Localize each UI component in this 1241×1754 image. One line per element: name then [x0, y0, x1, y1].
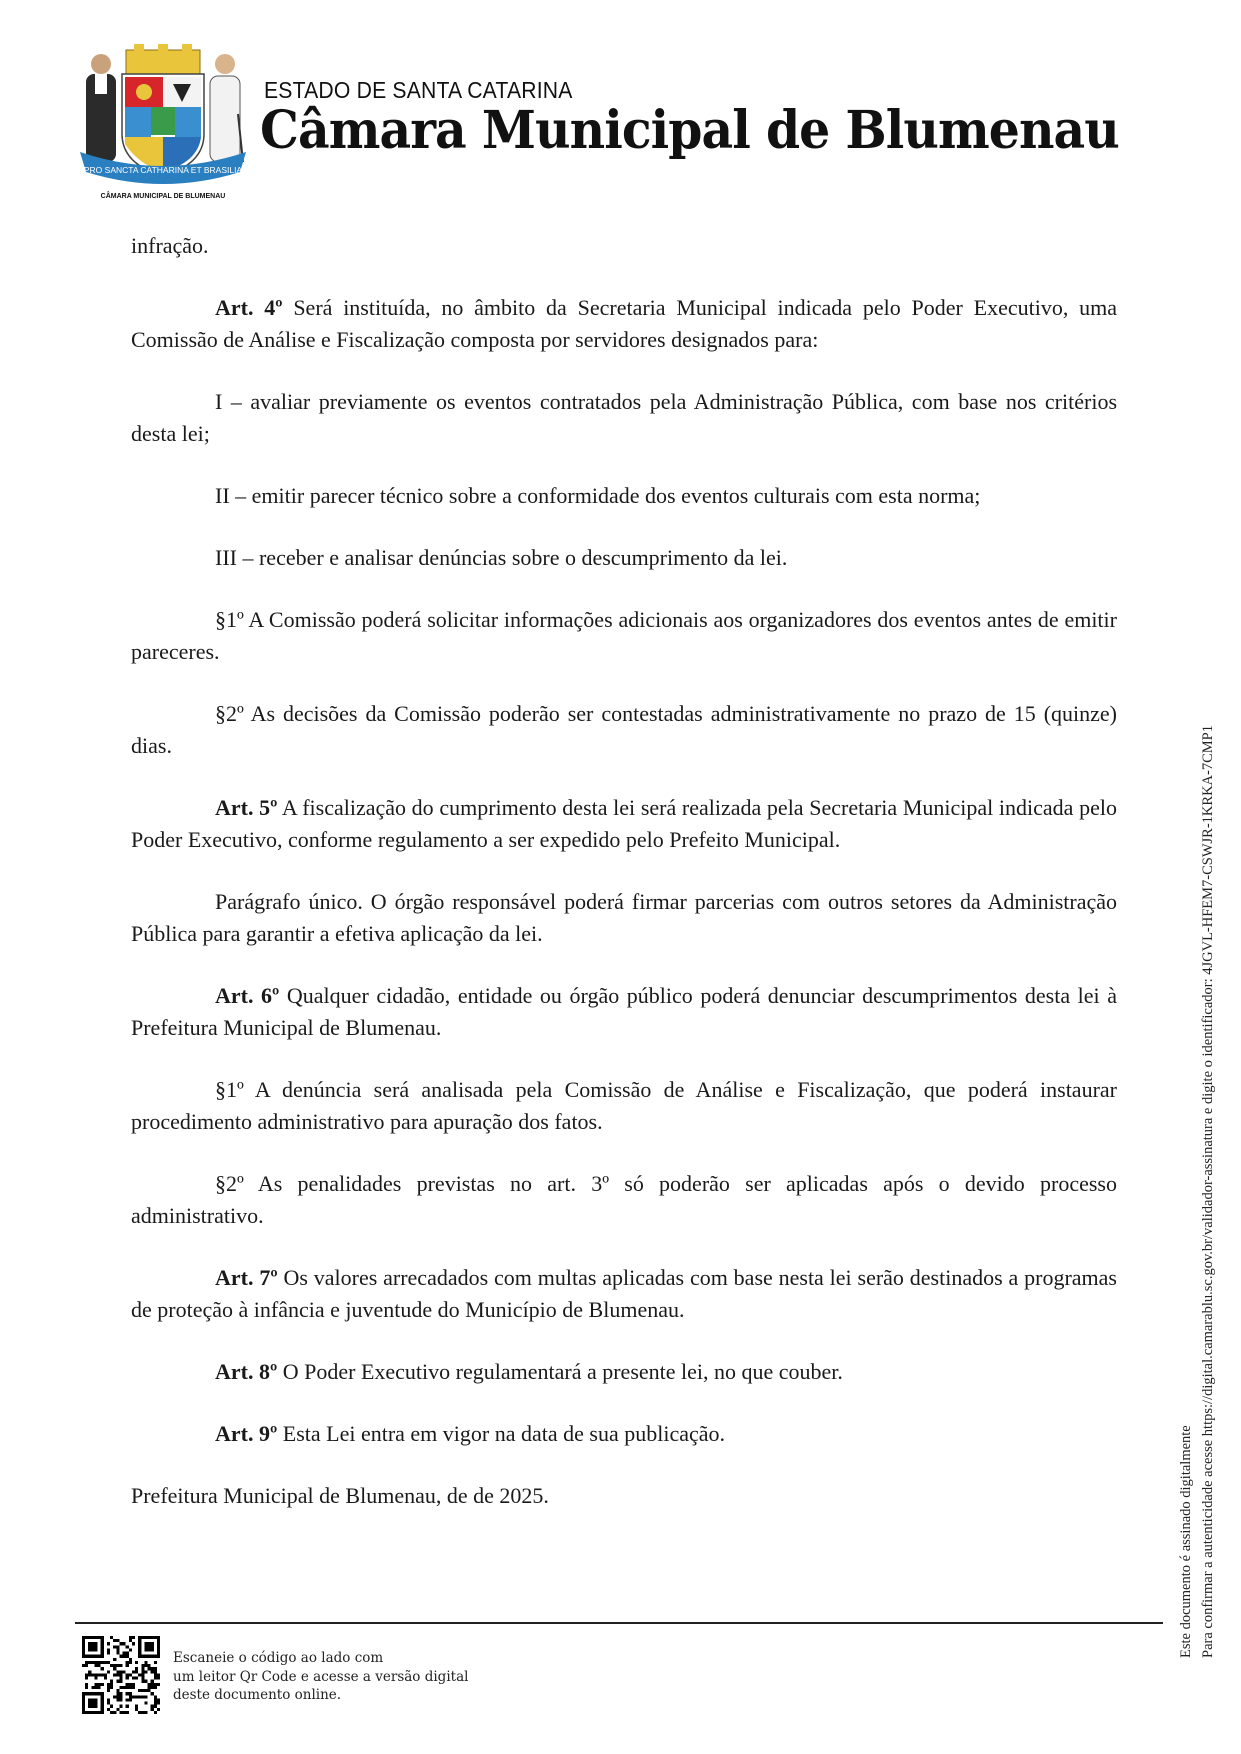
paragraph-text: Parágrafo único. O órgão responsável poderá firmar parcerias com outros setores da Administração Pública para garantir a efetiva aplicação da lei. — [131, 889, 1117, 946]
paragraph-text: III – receber e analisar denúncias sobre o descumprimento da lei. — [215, 545, 788, 570]
document-paragraph — [131, 230, 1117, 262]
qr-code-icon — [82, 1636, 160, 1714]
footer-divider — [75, 1622, 1163, 1624]
svg-text:CÂMARA MUNICIPAL DE BLUMENAU: CÂMARA MUNICIPAL DE BLUMENAU — [100, 193, 226, 200]
article-label: Art. 4º — [215, 295, 283, 320]
digital-signature-note — [1175, 725, 1219, 1658]
chamber-title: Câmara Municipal de Blumenau — [260, 100, 1119, 161]
signature-validation-line[interactable]: Para confirmar a autenticidade acesse https://digital.camarablu.sc.gov.br/validador-assinatura e digite o identificador: 4JGVL-HFEM7-CSWJR-1KRKA-7CMP1 — [1200, 725, 1216, 1658]
article-label: Art. 7º — [215, 1265, 278, 1290]
document-paragraph — [131, 1480, 1117, 1512]
article-paragraph — [131, 292, 1117, 356]
paragraph-text: §2º As penalidades previstas no art. 3º só poderão ser aplicadas após o devido processo administrativo. — [131, 1171, 1117, 1228]
paragraph-text: infração. — [131, 233, 209, 258]
qr-instructions-line: um leitor Qr Code e acesse a versão digital — [173, 1668, 469, 1685]
paragraph-text: O Poder Executivo regulamentará a presente lei, no que couber. — [277, 1359, 843, 1384]
paragraph-text: Será instituída, no âmbito da Secretaria Municipal indicada pelo Poder Executivo, uma Comissão de Análise e Fiscalização composta por servidores designados para: — [131, 295, 1117, 352]
document-paragraph — [131, 1168, 1117, 1232]
document-body — [131, 230, 1117, 1542]
qr-instructions-line: Escaneie o código ao lado com — [173, 1650, 384, 1666]
article-label: Art. 8º — [215, 1359, 278, 1384]
article-paragraph — [131, 980, 1117, 1044]
qr-instructions-line: deste documento online. — [173, 1687, 342, 1703]
document-paragraph — [131, 480, 1117, 512]
article-paragraph — [131, 792, 1117, 856]
paragraph-text: §1º A denúncia será analisada pela Comissão de Análise e Fiscalização, que poderá instaurar procedimento administrativo para apuração dos fatos. — [131, 1077, 1117, 1134]
paragraph-text: Esta Lei entra em vigor na data de sua publicação. — [277, 1421, 726, 1446]
paragraph-text: Qualquer cidadão, entidade ou órgão público poderá denunciar descumprimentos desta lei à Prefeitura Municipal de Blumenau. — [131, 983, 1117, 1040]
letterhead — [78, 44, 1118, 204]
paragraph-text: II – emitir parecer técnico sobre a conformidade dos eventos culturais com esta norma; — [215, 483, 981, 508]
coat-of-arms-logo — [78, 44, 248, 202]
article-paragraph — [131, 1262, 1117, 1326]
article-paragraph — [131, 1356, 1117, 1388]
document-paragraph — [131, 604, 1117, 668]
paragraph-text: §2º As decisões da Comissão poderão ser contestadas administrativamente no prazo de 15 (quinze) dias. — [131, 701, 1117, 758]
paragraph-text: I – avaliar previamente os eventos contratados pela Administração Pública, com base nos critérios desta lei; — [131, 389, 1117, 446]
state-name: ESTADO DE SANTA CATARINA — [264, 77, 573, 103]
article-label: Art. 9º — [215, 1421, 278, 1446]
paragraph-text: Os valores arrecadados com multas aplicadas com base nesta lei serão destinados a programas de proteção à infância e juventude do Município de Blumenau. — [131, 1265, 1117, 1322]
document-paragraph — [131, 886, 1117, 950]
document-paragraph — [131, 386, 1117, 450]
qr-instructions — [173, 1649, 468, 1705]
document-paragraph — [131, 1074, 1117, 1138]
svg-text:PRO SANCTA CATHARINA ET BRASIL: PRO SANCTA CATHARINA ET BRASILIA — [83, 165, 243, 175]
signature-note-line: Este documento é assinado digitalmente — [1178, 1425, 1194, 1658]
paragraph-text: §1º A Comissão poderá solicitar informações adicionais aos organizadores dos eventos antes de emitir pareceres. — [131, 607, 1117, 664]
document-paragraph — [131, 698, 1117, 762]
qr-code[interactable] — [82, 1636, 160, 1714]
paragraph-text: A fiscalização do cumprimento desta lei será realizada pela Secretaria Municipal indicada pelo Poder Executivo, conforme regulamento a ser expedido pelo Prefeito Municipal. — [131, 795, 1117, 852]
document-paragraph — [131, 542, 1117, 574]
article-paragraph — [131, 1418, 1117, 1450]
paragraph-text: Prefeitura Municipal de Blumenau, de de 2025. — [131, 1483, 549, 1508]
article-label: Art. 6º — [215, 983, 280, 1008]
coat-of-arms-icon — [78, 44, 248, 202]
article-label: Art. 5º — [215, 795, 278, 820]
